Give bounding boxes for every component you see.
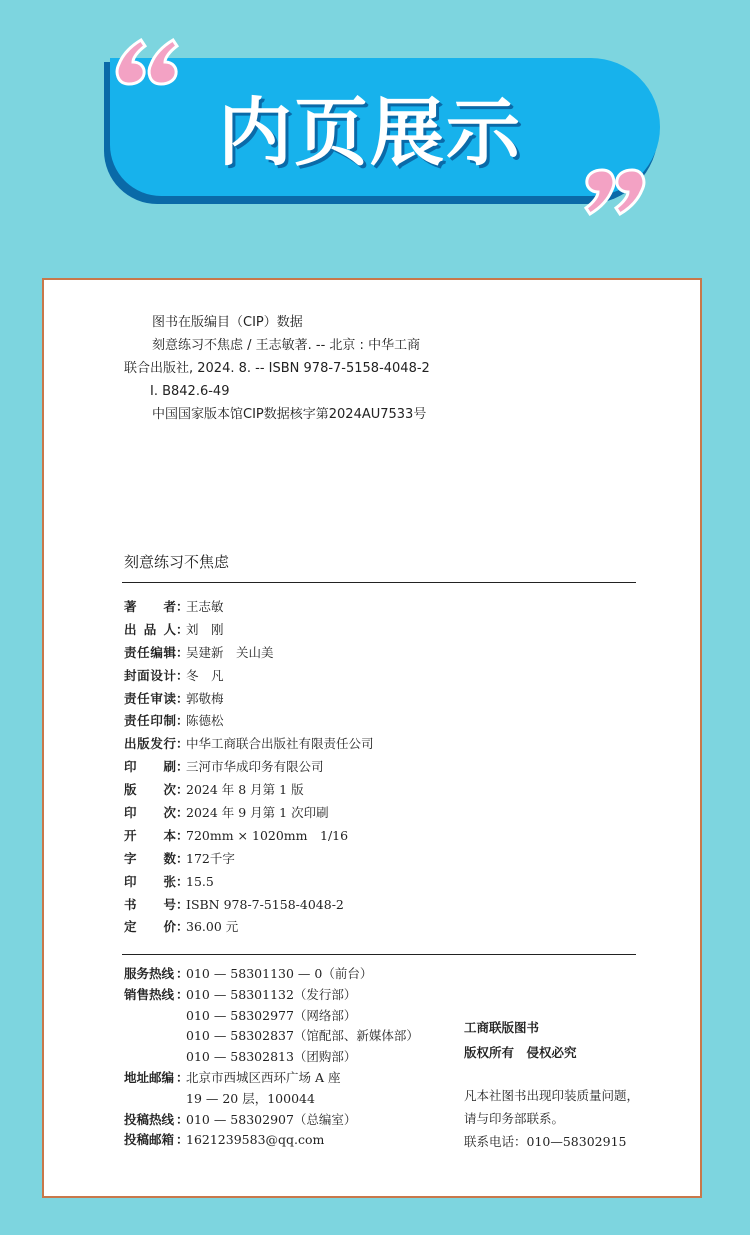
info-label: 开本: [124, 827, 176, 843]
contact-value: 010 — 58301130 — 0（前台）: [186, 966, 373, 981]
info-value: 172千字: [186, 850, 235, 866]
info-label: 印张: [124, 873, 176, 889]
info-value: 三河市华成印务有限公司: [186, 759, 324, 775]
info-value: 2024 年 9 月第 1 次印刷: [186, 805, 329, 821]
contact-value: 19 — 20 层，100044: [186, 1090, 315, 1106]
contact-value: 010 — 58301132（发行部）: [186, 986, 357, 1002]
contact-value: 1621239583@qq.com: [186, 1132, 325, 1148]
contact-value: 010 — 58302837（馆配部、新媒体部）: [186, 1028, 419, 1044]
info-row: 定价 ： 36.00 元: [124, 916, 644, 939]
divider-bottom: [122, 954, 636, 955]
quality-notice-1: 凡本社图书出现印装质量问题，: [464, 1088, 640, 1103]
cip-line-3: Ⅰ. B842.6-49: [150, 384, 230, 399]
cip-line-2: 联合出版社, 2024. 8. -- ISBN 978-7-5158-4048-2: [124, 361, 430, 376]
info-row: 责任编辑 ： 吴建新 关山美: [124, 642, 644, 665]
contact-value: 010 — 58302907（总编室）: [186, 1111, 357, 1127]
info-row: 印张 ： 15.5: [124, 871, 644, 894]
info-value: 中华工商联合出版社有限责任公司: [186, 736, 374, 752]
info-row: 书号 ： ISBN 978-7-5158-4048-2: [124, 894, 644, 917]
info-label: 书号: [124, 896, 176, 912]
info-label: 著者: [124, 599, 176, 614]
info-row: 责任印制 ： 陈德松: [124, 710, 644, 733]
contact-row: 投稿邮箱 ： 1621239583@qq.com: [124, 1130, 444, 1151]
contact-label: 服务热线: [124, 966, 175, 981]
info-label: 封面设计: [124, 667, 176, 683]
contact-row: [124, 1089, 444, 1110]
cip-heading: 图书在版编目（CIP）数据: [152, 315, 303, 330]
info-value: 郭敬梅: [186, 690, 224, 706]
cip-block: [124, 311, 664, 426]
info-label: 印刷: [124, 759, 176, 775]
info-value: 720mm × 1020mm 1/16: [186, 827, 349, 843]
contact-value: 北京市西城区西环广场 A 座: [186, 1069, 341, 1085]
info-value: 吴建新 关山美: [186, 644, 274, 660]
contact-row: 销售热线 ： 010 — 58301132（发行部）: [124, 985, 444, 1006]
info-row: 字数 ： 172千字: [124, 848, 644, 871]
info-label: 版次: [124, 782, 176, 798]
contact-row: 服务热线 ： 010 — 58301130 — 0（前台）: [124, 964, 444, 985]
info-label: 责任审读: [124, 690, 176, 706]
banner-title: 内页展示: [218, 90, 522, 176]
info-row: 版次 ： 2024 年 8 月第 1 版: [124, 779, 644, 802]
info-value: ISBN 978-7-5158-4048-2: [186, 896, 344, 912]
info-label: 字数: [124, 850, 176, 866]
publisher-series: 工商联版图书: [464, 1020, 540, 1035]
contact-label: [124, 1006, 176, 1027]
info-label: 定价: [124, 919, 176, 935]
info-value: 陈德松: [186, 713, 224, 729]
publication-info: [124, 596, 644, 939]
contact-label: [124, 1047, 176, 1068]
info-row: 开本 ： 720mm × 1020mm 1/16: [124, 825, 644, 848]
cip-line-4: 中国国家版本馆CIP数据核字第2024AU7533号: [152, 407, 427, 422]
info-row: 印刷 ： 三河市华成印务有限公司: [124, 756, 644, 779]
contact-row: [124, 1047, 444, 1068]
contact-phone: 联系电话：010—58302915: [464, 1134, 627, 1149]
info-row: 印次 ： 2024 年 9 月第 1 次印刷: [124, 802, 644, 825]
cip-line-1: 刻意练习不焦虑 / 王志敏著. -- 北京 : 中华工商: [152, 338, 421, 353]
info-label: 责任印制: [124, 713, 176, 729]
copyright-notice: 版权所有 侵权必究: [464, 1045, 577, 1060]
divider-top: [122, 582, 636, 583]
book-title: 刻意练习不焦虑: [124, 553, 230, 571]
contact-row: [124, 1026, 444, 1047]
info-row: 封面设计 ： 冬 凡: [124, 665, 644, 688]
contact-label: 投稿热线: [124, 1111, 175, 1127]
contact-value: 010 — 58302977（网络部）: [186, 1007, 357, 1023]
contact-label: [124, 1089, 176, 1110]
info-label: 责任编辑: [124, 644, 176, 660]
info-label: 出版发行: [124, 736, 176, 752]
info-row: 著者 ： 王志敏: [124, 596, 644, 619]
info-value: 36.00 元: [186, 919, 239, 935]
quote-close-icon: [584, 166, 650, 222]
info-row: 责任审读 ： 郭敬梅: [124, 688, 644, 711]
info-row: 出品人 ： 刘 刚: [124, 619, 644, 642]
contact-label: 地址邮编: [124, 1069, 175, 1085]
quality-notice-2: 请与印务部联系。: [464, 1111, 565, 1126]
info-value: 2024 年 8 月第 1 版: [186, 782, 304, 798]
info-value: 15.5: [186, 873, 214, 889]
info-value: 冬 凡: [186, 667, 224, 683]
contact-row: [124, 1006, 444, 1027]
contact-row: 地址邮编 ： 北京市西城区西环广场 A 座: [124, 1068, 444, 1089]
info-row: 出版发行 ： 中华工商联合出版社有限责任公司: [124, 733, 644, 756]
contact-info: [124, 964, 444, 1151]
copyright-page: [42, 278, 702, 1198]
contact-value: 010 — 58302813（团购部）: [186, 1049, 357, 1065]
contact-row: 投稿热线 ： 010 — 58302907（总编室）: [124, 1110, 444, 1131]
contact-label: 投稿邮箱: [124, 1132, 175, 1148]
info-value: 刘 刚: [186, 621, 224, 637]
quote-open-icon: [113, 34, 183, 90]
info-value: 王志敏: [186, 599, 224, 614]
info-label: 印次: [124, 805, 176, 821]
contact-label: [124, 1026, 176, 1047]
contact-label: 销售热线: [124, 986, 175, 1002]
info-label: 出品人: [124, 621, 176, 637]
